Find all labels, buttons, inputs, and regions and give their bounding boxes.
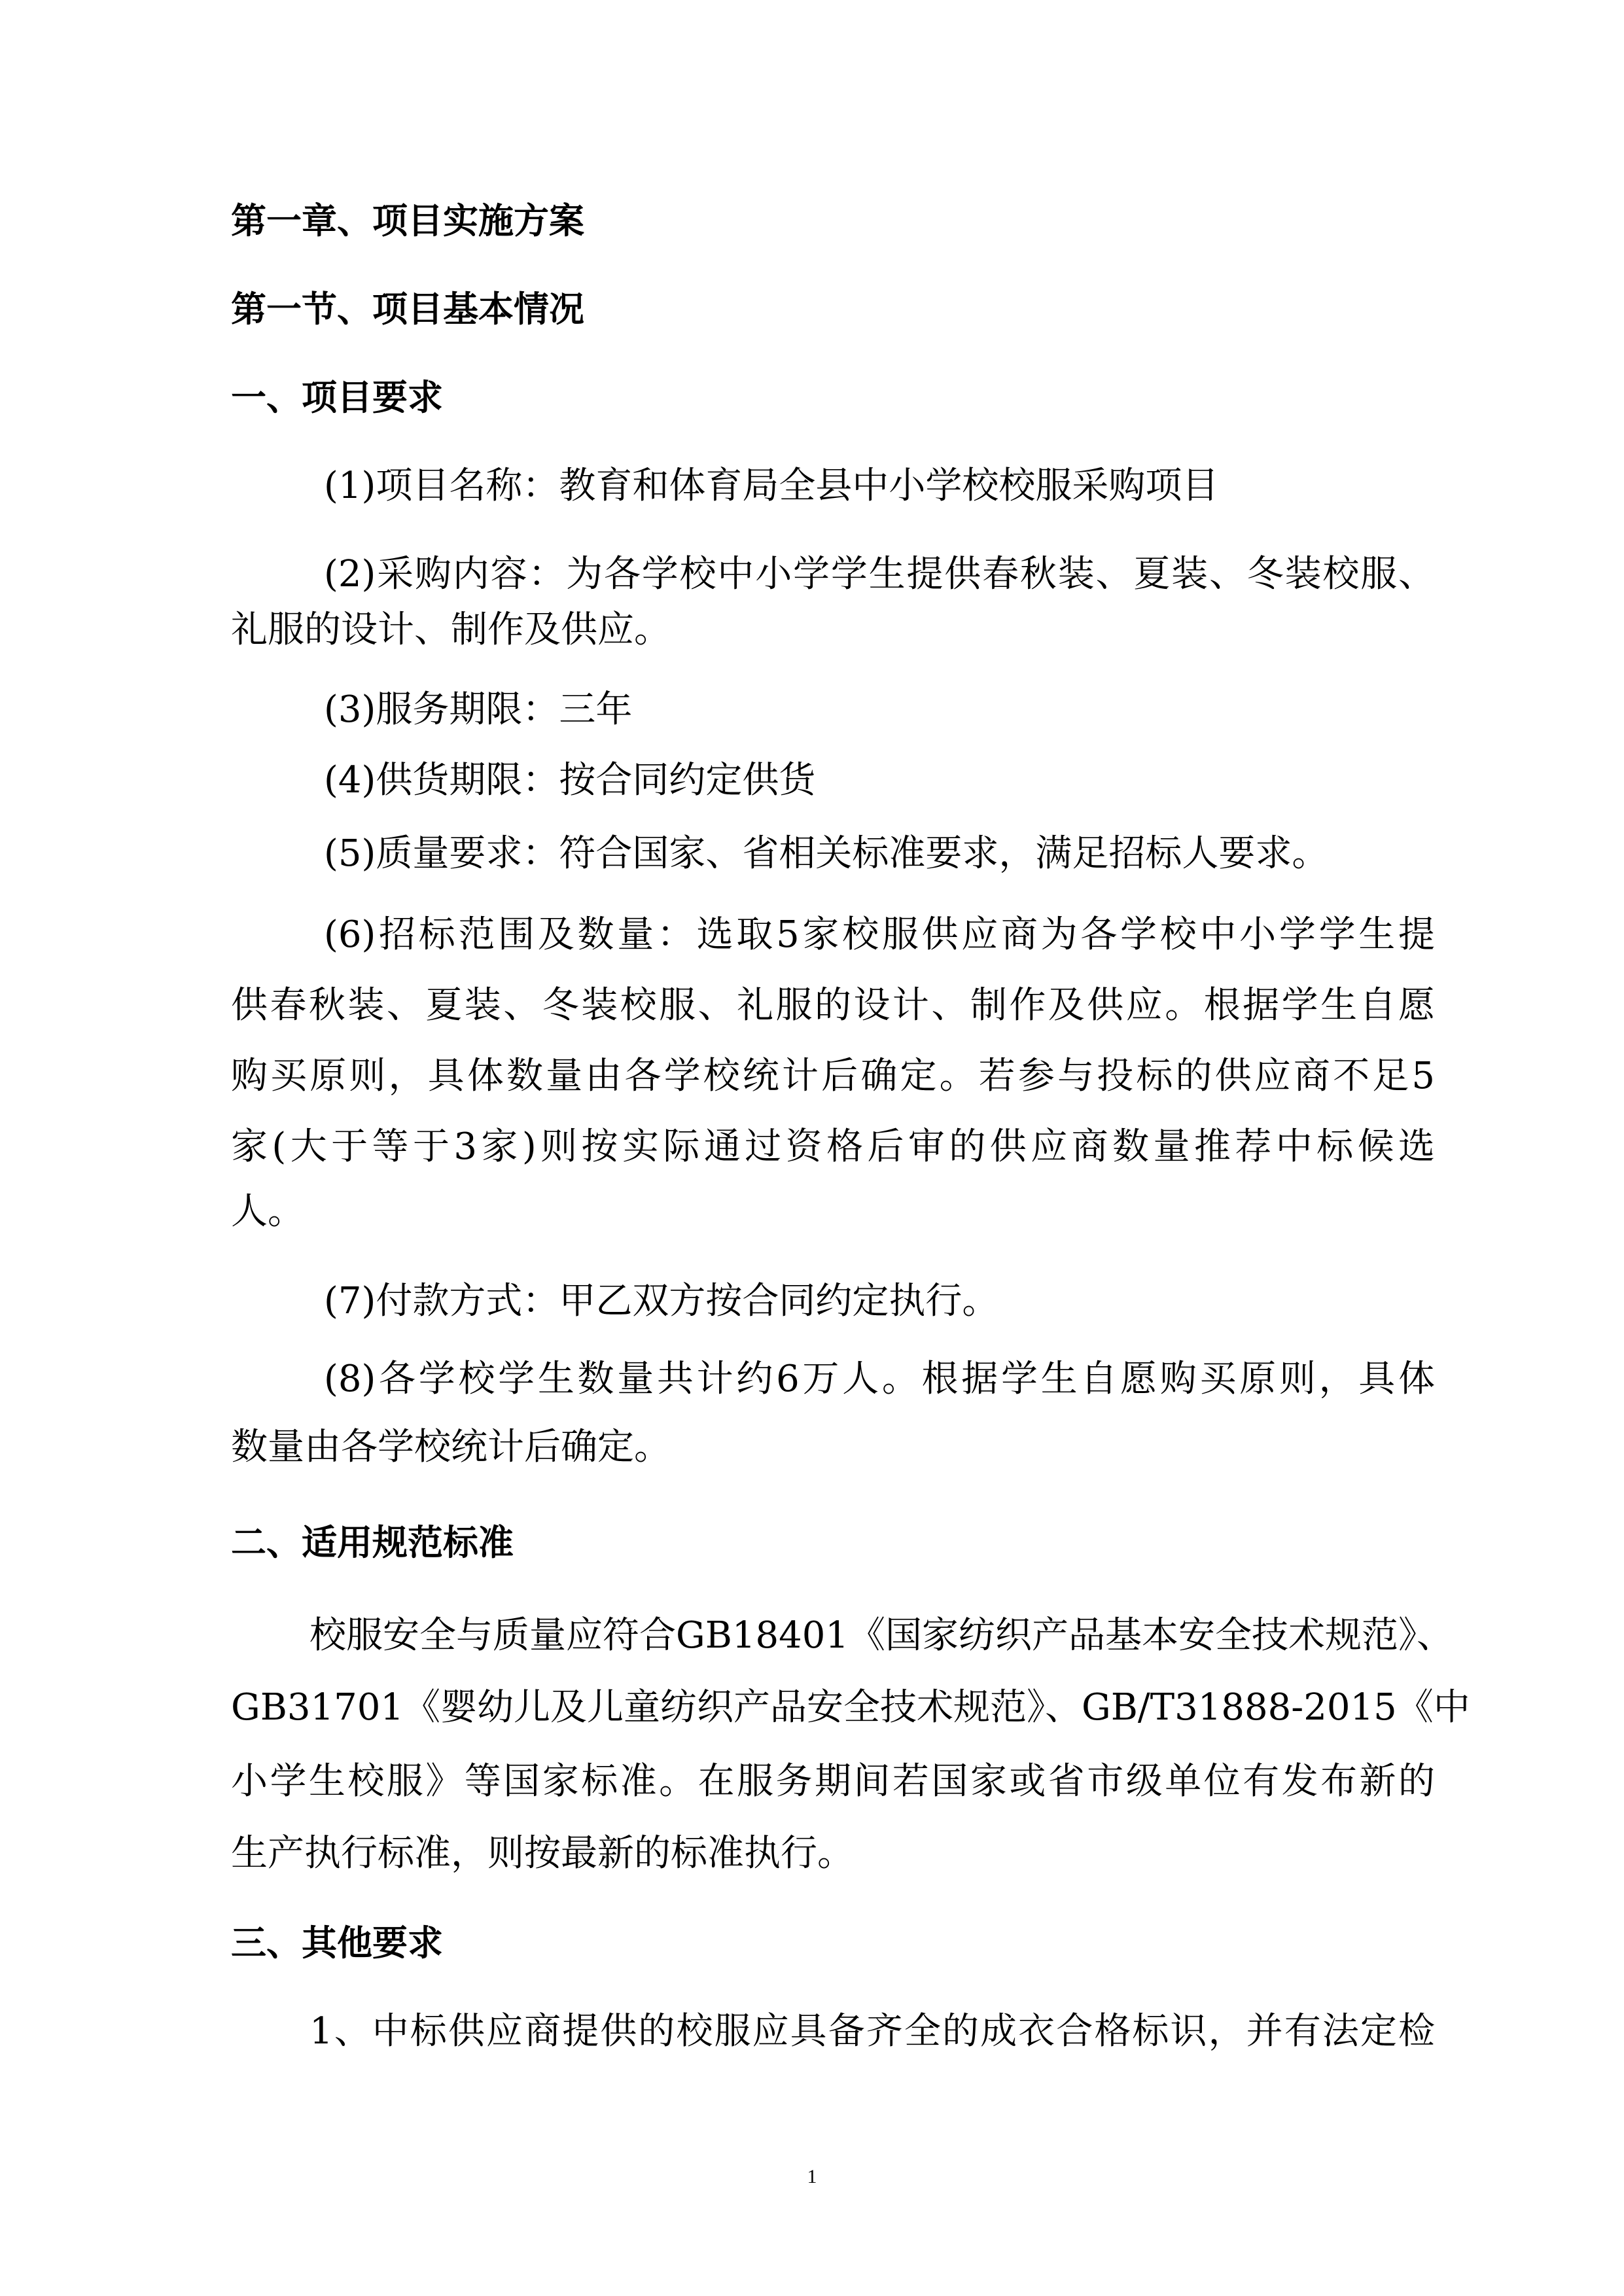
req-7: (7)付款方式：甲乙双方按合同约定执行。	[324, 1280, 999, 1322]
standards-line4: 生产执行标准，则按最新的标准执行。	[231, 1832, 854, 1875]
req-8-line1: (8)各学校学生数量共计约6万人。根据学生自愿购买原则，具体	[324, 1358, 1435, 1400]
standards-line2: GB31701《婴幼儿及儿童纺织产品安全技术规范》、GB/T31888-2015《中	[231, 1686, 1470, 1729]
heading-standards: 二、适用规范标准	[231, 1522, 514, 1563]
other-line1: 1、中标供应商提供的校服应具备齐全的成衣合格标识，并有法定检	[309, 2010, 1435, 2053]
heading-project-requirements: 一、项目要求	[231, 377, 443, 418]
standards-line3: 小学生校服》等国家标准。在服务期间若国家或省市级单位有发布新的	[231, 1760, 1435, 1803]
req-3: (3)服务期限：三年	[324, 688, 633, 731]
req-1: (1)项目名称：教育和体育局全县中小学校校服采购项目	[324, 465, 1219, 507]
req-8-line2: 数量由各学校统计后确定。	[231, 1426, 671, 1468]
chapter-heading: 第一章、项目实施方案	[231, 200, 584, 241]
req-6-line5: 人。	[231, 1190, 304, 1233]
req-4: (4)供货期限：按合同约定供货	[324, 759, 816, 802]
req-2-line1: (2)采购内容：为各学校中小学学生提供春秋装、夏装、冬装校服、	[324, 553, 1435, 595]
req-6-line2: 供春秋装、夏装、冬装校服、礼服的设计、制作及供应。根据学生自愿	[231, 984, 1435, 1027]
heading-other-requirements: 三、其他要求	[231, 1922, 443, 1964]
req-6-line1: (6)招标范围及数量：选取5家校服供应商为各学校中小学学生提	[324, 913, 1435, 956]
req-2-line2: 礼服的设计、制作及供应。	[231, 609, 671, 651]
req-6-line4: 家(大于等于3家)则按实际通过资格后审的供应商数量推荐中标候选	[231, 1125, 1435, 1168]
standards-line1: 校服安全与质量应符合GB18401《国家纺织产品基本安全技术规范》、	[309, 1614, 1454, 1657]
page-number: 1	[807, 2166, 817, 2187]
req-5: (5)质量要求：符合国家、省相关标准要求，满足招标人要求。	[324, 832, 1329, 875]
req-6-line3: 购买原则，具体数量由各学校统计后确定。若参与投标的供应商不足5	[231, 1055, 1435, 1097]
section-heading: 第一节、项目基本情况	[231, 289, 584, 330]
